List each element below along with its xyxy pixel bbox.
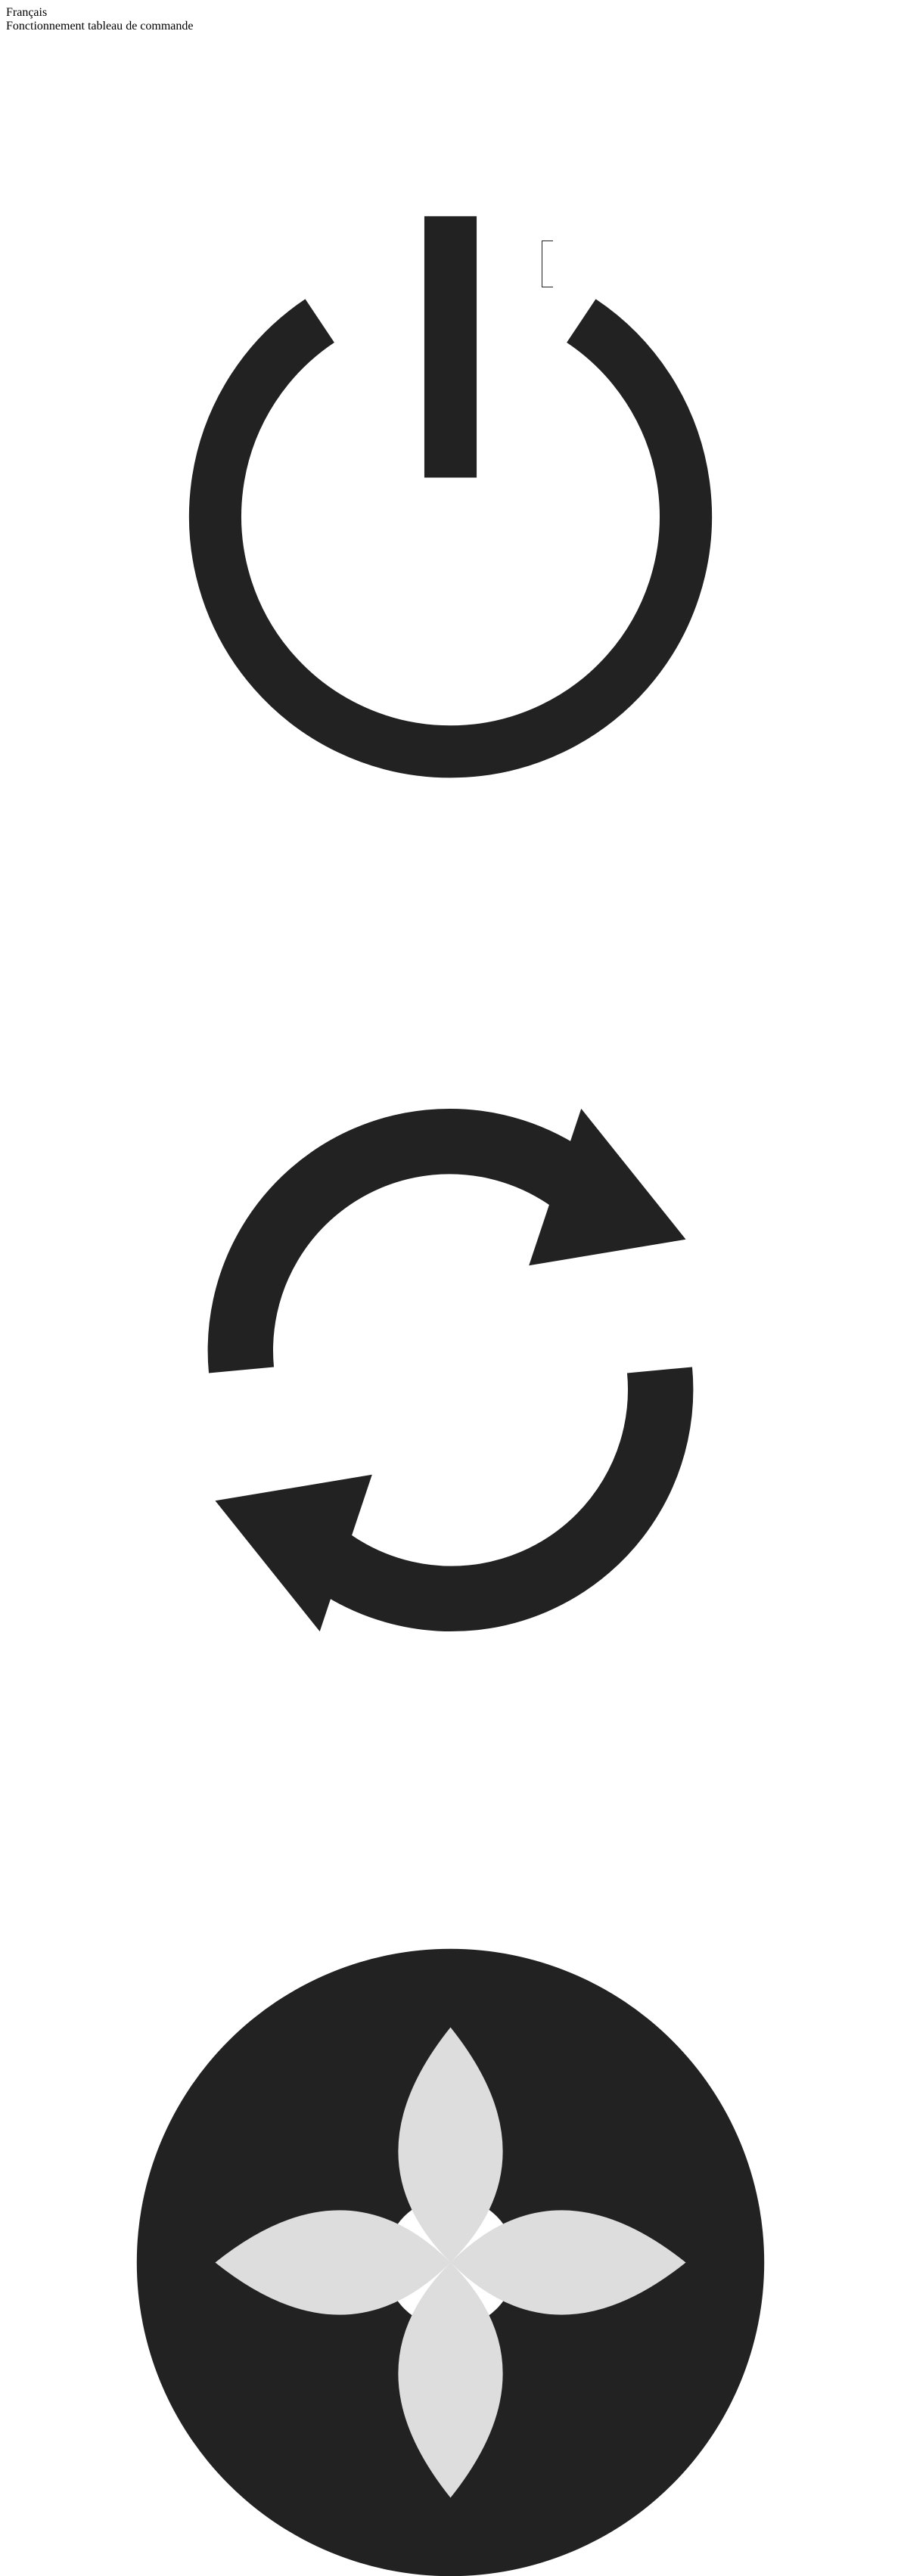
mode-button[interactable] [6, 926, 895, 1818]
power-icon [6, 33, 895, 922]
temp-bracket [542, 241, 553, 287]
power-button[interactable] [6, 33, 895, 926]
title-line-1: Fonctionnement tableau [6, 20, 123, 33]
page-title [6, 20, 895, 33]
title-line-2: de commande [126, 20, 194, 33]
fan-speed-button[interactable] [6, 1818, 895, 2576]
fan-icon [6, 1818, 895, 2576]
mode-icon [6, 926, 895, 1814]
language-tab: Français [6, 6, 48, 19]
